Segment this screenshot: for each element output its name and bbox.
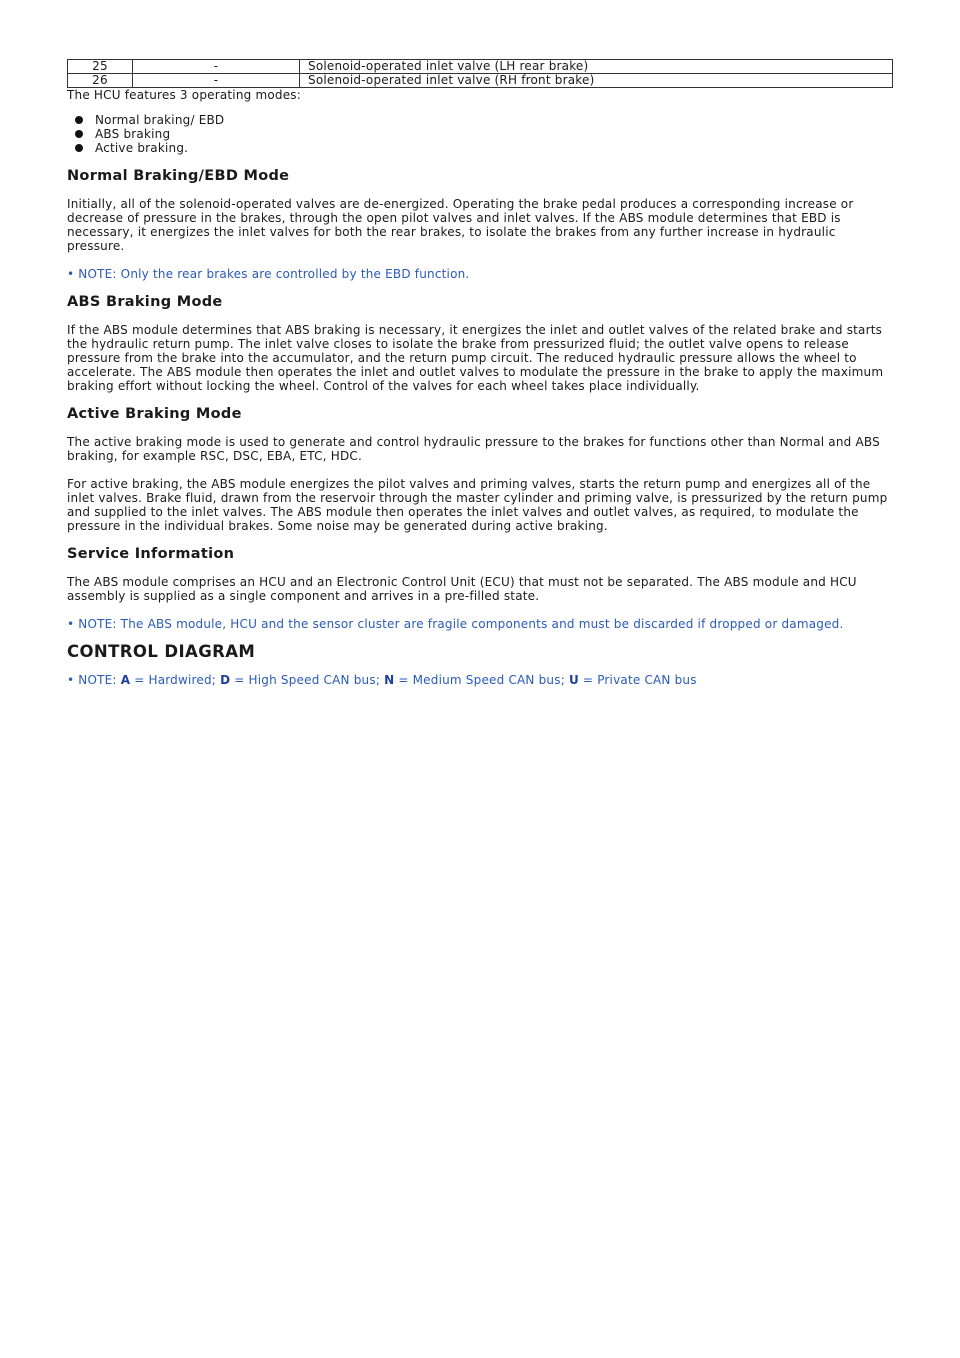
modes-intro: The HCU features 3 operating modes: [67,88,302,102]
section-heading-abs: ABS Braking Mode [67,294,223,310]
item-dash: - [133,60,300,74]
key-a-text: = Hardwired; [130,673,221,687]
key-d-text: = High Speed CAN bus; [230,673,385,687]
components-table [67,59,893,88]
section-heading-service: Service Information [67,546,235,562]
note-prefix: • NOTE: [67,673,121,687]
key-a: A [120,673,131,687]
list-item [95,113,893,127]
item-description: Solenoid-operated inlet valve (LH rear brake) [300,60,893,74]
abs-paragraph: If the ABS module determines that ABS braking is necessary, it energizes the inlet and outlet valves of the related brake and starts the hydraulic return pump. The inlet valve closes to isolate the brake from pressurized fluid; the outlet valve opens to release pressure from the brake into the accumulator, and the return pump circuit. The reduced hydraulic pressure allows the wheel to accelerate. The ABS module then operates the inlet and outlet valves to modulate the pressure in the brake to apply the maximum braking effort without locking the wheel. Control of the valves for each wheel takes place individually. [67,323,884,393]
key-u-text: = Private CAN bus [578,673,697,687]
table-row [68,60,893,74]
key-n-text: = Medium Speed CAN bus; [394,673,569,687]
bullet-icon [75,116,83,124]
section-heading-active: Active Braking Mode [67,406,242,422]
key-u: U [568,673,579,687]
key-n: N [384,673,395,687]
normal-paragraph: Initially, all of the solenoid-operated valves are de-energized. Operating the brake pedal produces a corresponding increase or decrease of pressure in the brakes, through the open pilot valves and inlet valves. If the ABS module determines that EBD is necessary, it energizes the inlet valves for both the rear brakes, to isolate the brakes from any further increase in hydraulic pressure. [67,197,854,253]
mode-label: ABS braking [95,127,171,141]
section-heading-normal: Normal Braking/EBD Mode [67,168,290,184]
table-row [68,74,893,88]
active-paragraph-2: For active braking, the ABS module energizes the pilot valves and priming valves, starts the return pump and energizes all of the inlet valves. Brake fluid, drawn from the reservoir through the master cylinder and priming valve, is pressurized by the return pump and supplied to the inlet valves. The ABS module then operates the inlet valves and outlet valves, as required, to modulate the pressure in the individual brakes. Some noise may be generated during active braking. [67,477,888,533]
normal-note: • NOTE: Only the rear brakes are controlled by the EBD function. [67,267,470,281]
active-paragraph-1: The active braking mode is used to generate and control hydraulic pressure to the brakes for functions other than Normal and ABS braking, for example RSC, DSC, EBA, ETC, HDC. [67,435,880,463]
service-paragraph: The ABS module comprises an HCU and an Electronic Control Unit (ECU) that must not be separated. The ABS module and HCU assembly is supplied as a single component and arrives in a pre-filled state. [67,575,857,603]
mode-label: Normal braking/ EBD [95,113,225,127]
document-content [67,59,893,687]
item-description: Solenoid-operated inlet valve (RH front brake) [300,74,893,88]
bullet-icon [75,130,83,138]
modes-list [67,113,893,155]
item-number: 26 [68,74,133,88]
item-dash: - [133,74,300,88]
bullet-icon [75,144,83,152]
mode-label: Active braking. [95,141,189,155]
control-diagram-note [67,673,893,687]
list-item [95,141,893,155]
item-number: 25 [68,60,133,74]
key-d: D [220,673,231,687]
list-item [95,127,893,141]
service-note: • NOTE: The ABS module, HCU and the sensor cluster are fragile components and must be discarded if dropped or damaged. [67,617,844,631]
section-heading-control-diagram: CONTROL DIAGRAM [67,642,256,661]
